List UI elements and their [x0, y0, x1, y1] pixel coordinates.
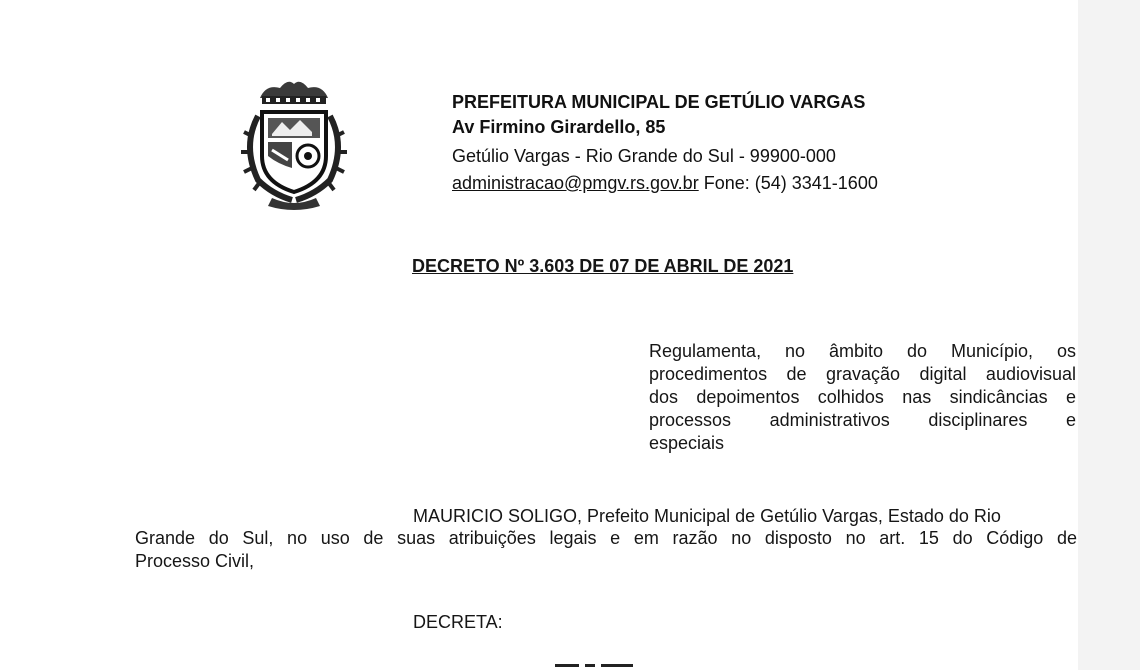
email-link[interactable]: administracao@pmgv.rs.gov.br [452, 173, 699, 193]
ementa-line: procedimentos de gravação digital audiovisual [649, 364, 1076, 384]
ementa-line: Regulamenta, no âmbito do Município, os [649, 341, 1076, 361]
decree-ementa [649, 340, 1076, 455]
decree-title: DECRETO Nº 3.603 DE 07 DE ABRIL DE 2021 [412, 256, 794, 276]
coat-of-arms-icon [232, 76, 356, 212]
prefeitura-name: PREFEITURA MUNICIPAL DE GETÚLIO VARGAS [452, 92, 866, 112]
preamble-line: MAURICIO SOLIGO, Prefeito Municipal de Getúlio Vargas, Estado do Rio [413, 506, 1001, 526]
phone-number: Fone: (54) 3341-1600 [703, 173, 878, 193]
prefeitura-city: Getúlio Vargas - Rio Grande do Sul - 99900-000 [452, 146, 836, 166]
preamble-line: Grande do Sul, no uso de suas atribuições legais e em razão no disposto no art. 15 do Código de [135, 528, 1077, 548]
ementa-line: dos depoimentos colhidos nas sindicâncias e [649, 387, 1076, 407]
prefeitura-contact [452, 173, 878, 194]
ementa-line: especiais [649, 433, 725, 453]
cut-off-text [555, 660, 645, 670]
decreta-heading: DECRETA: [413, 612, 503, 632]
page-edge-shadow [1078, 0, 1140, 670]
preamble-line: Processo Civil, [135, 551, 255, 571]
prefeitura-address: Av Firmino Girardello, 85 [452, 117, 666, 137]
ementa-line: processos administrativos disciplinares e [649, 410, 1076, 430]
